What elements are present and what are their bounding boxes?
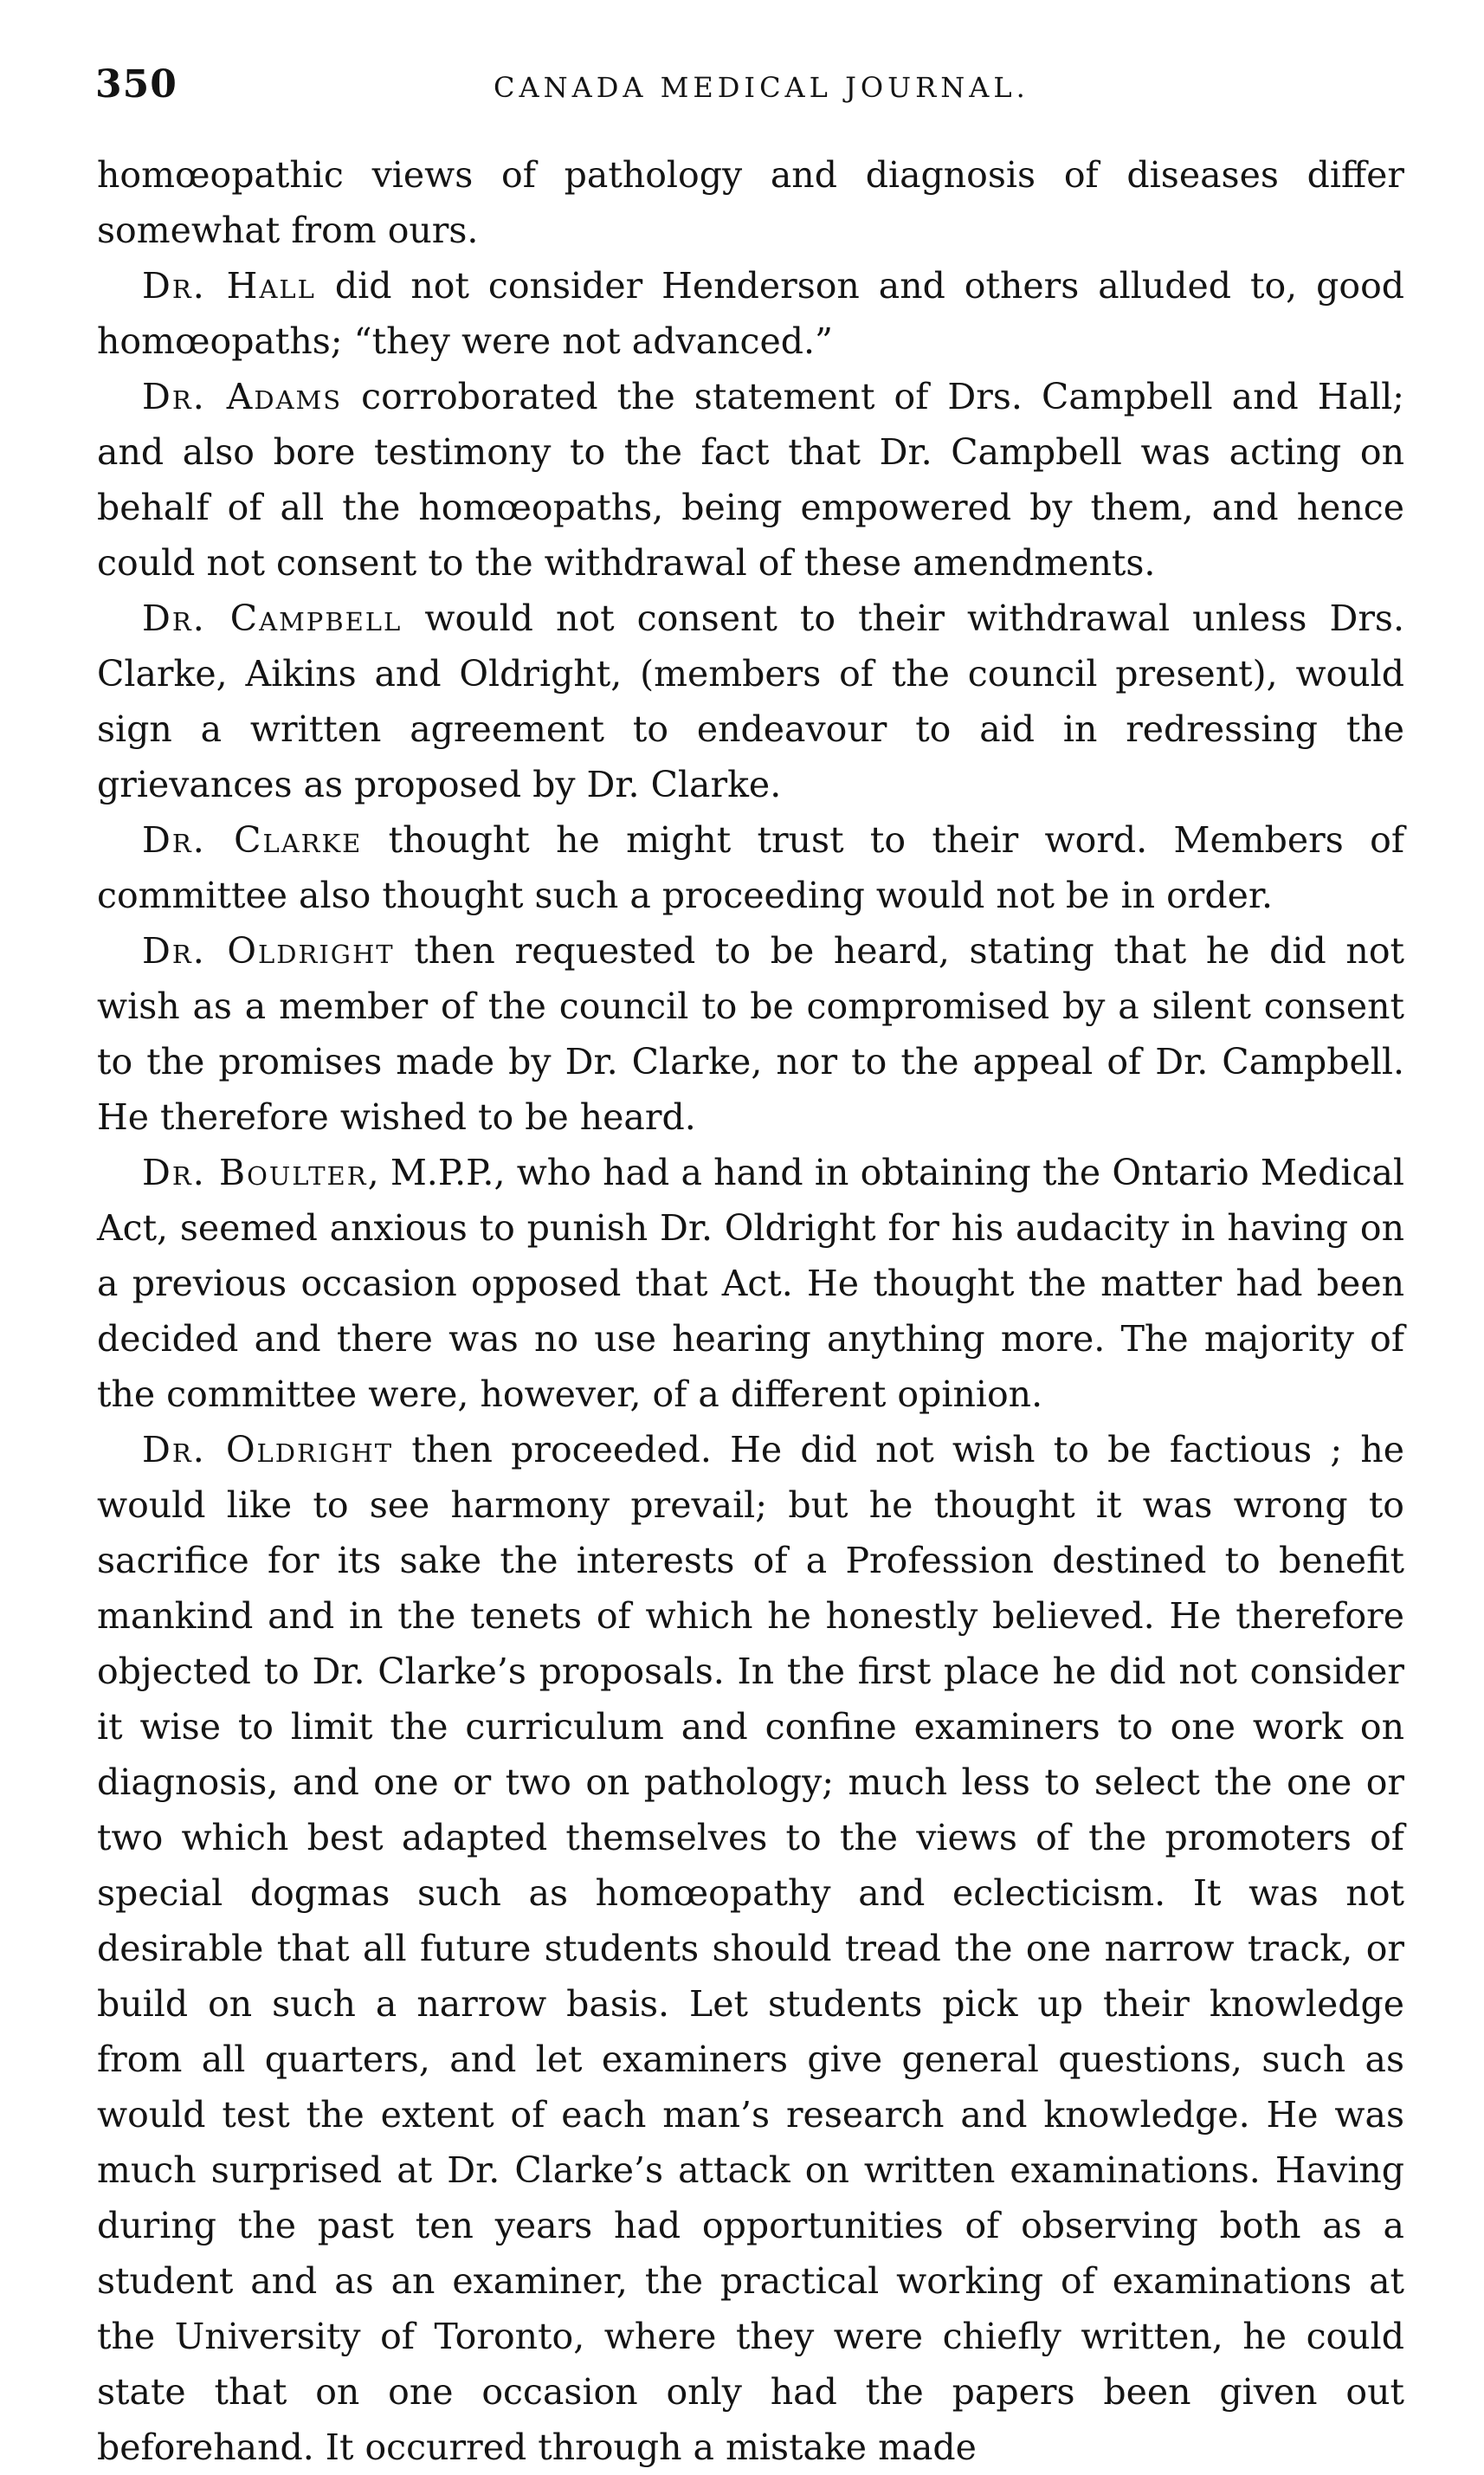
paragraph bbox=[97, 923, 1404, 1145]
paragraph bbox=[97, 369, 1404, 591]
paragraph-text: corroborated the statement of Drs. Campbell and Hall; and also bore testimony to the fact that Dr. Campbell was acting on behalf of all the homœopaths, being empowered by them, and hence could not consent to the withdrawal of these amendments. bbox=[97, 376, 1404, 584]
speaker-name: Dr. Boulter bbox=[142, 1152, 368, 1193]
paragraph-text: homœopathic views of pathology and diagnosis of diseases differ somewhat from ours. bbox=[97, 154, 1404, 251]
paragraph bbox=[97, 147, 1404, 258]
speaker-name: Dr. Hall bbox=[142, 265, 316, 307]
article-body bbox=[97, 147, 1404, 2475]
paragraph bbox=[97, 591, 1404, 812]
page-number: 350 bbox=[95, 62, 177, 107]
speaker-name: Dr. Oldright bbox=[142, 1429, 394, 1470]
paragraph bbox=[97, 1145, 1404, 1422]
running-title: CANADA MEDICAL JOURNAL. bbox=[494, 71, 1029, 104]
paragraph bbox=[97, 258, 1404, 369]
speaker-name: Dr. Adams bbox=[142, 376, 343, 417]
speaker-name: Dr. Oldright bbox=[142, 930, 395, 972]
paragraph bbox=[97, 1422, 1404, 2475]
paragraph-text: would not consent to their withdrawal unless Drs. Clarke, Aikins and Oldright, (members of the council present), would sign a written agreement to endeavour to aid in redressing the grievances as proposed by Dr. Clarke. bbox=[97, 598, 1405, 805]
paragraph bbox=[97, 812, 1404, 923]
paragraph-text: , M.P.P., who had a hand in obtaining the Ontario Medical Act, seemed anxious to punish Dr. Oldright for his audacity in having on a previous occasion opposed that Act. He thought the matter had been decided and there was no use hearing anything more. The majority of the committee were, however, of a different opinion. bbox=[97, 1152, 1405, 1415]
paragraph-text: then requested to be heard, stating that he did not wish as a member of the council to be compromised by a silent consent to the promises made by Dr. Clarke, nor to the appeal of Dr. Campbell. He therefore wished to be heard. bbox=[97, 930, 1405, 1138]
paragraph-text: thought he might trust to their word. Members of committee also thought such a proceeding would not be in order. bbox=[97, 819, 1405, 916]
paragraph-text: then proceeded. He did not wish to be factious ; he would like to see harmony prevail; but he thought it was wrong to sacrifice for its sake the interests of a Profession destined to benefit mankind and in the tenets of which he honestly believed. He therefore objected to Dr. Clarke’s proposals. In the first place he did not consider it wise to limit the curriculum and confine examiners to one work on diagnosis, and one or two on pathology; much less to select the one or two which best adapted themselves to the views of the promoters of special dogmas such as homœopathy and eclecticism. It was not desirable that all future students should tread the one narrow track, or build on such a narrow basis. Let students pick up their knowledge from all quarters, and let examiners give general questions, such as would test the extent of each man’s research and knowledge. He was much surprised at Dr. Clarke’s attack on written examinations. Having during the past ten years had opportunities of observing both as a student and as an examiner, the practical working of examinations at the University of Toronto, where they were chiefly written, he could state that on one occasion only had the papers been given out beforehand. It occurred through a mistake made bbox=[97, 1429, 1405, 2468]
speaker-name: Dr. Clarke bbox=[142, 819, 363, 861]
page-header bbox=[87, 62, 1403, 123]
paragraph-text: did not consider Henderson and others alluded to, good homœopaths; “they were not advanced.” bbox=[97, 265, 1404, 362]
speaker-name: Dr. Campbell bbox=[142, 598, 403, 639]
